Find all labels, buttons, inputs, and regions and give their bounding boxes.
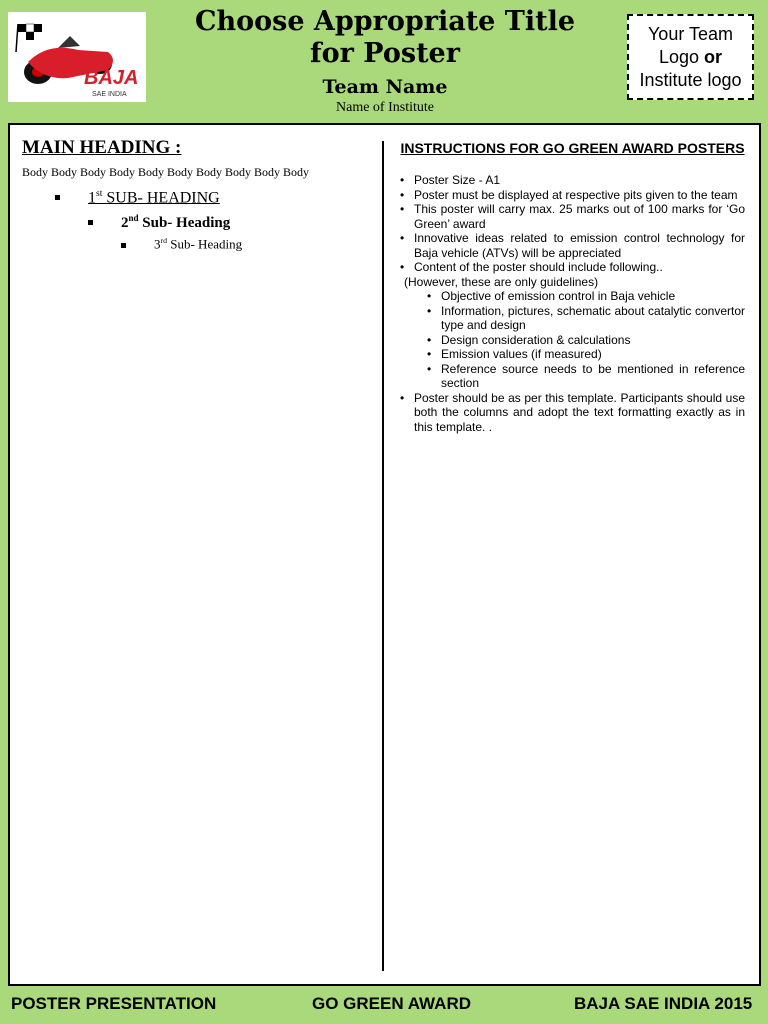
poster-title: Choose Appropriate Title for Poster bbox=[194, 6, 576, 69]
instructions-list bbox=[400, 173, 745, 434]
list-item: • Content of the poster should include following.. bbox=[400, 260, 745, 275]
list-item: • Innovative ideas related to emission control technology for Baja vehicle (ATVs) will be appreciated bbox=[400, 231, 745, 260]
team-logo-line3: Institute logo bbox=[639, 69, 742, 90]
team-logo-or: or bbox=[704, 46, 723, 67]
left-column bbox=[22, 137, 372, 253]
svg-text:SAE INDIA: SAE INDIA bbox=[92, 91, 127, 98]
list-item: • Poster must be displayed at respective pits given to the team bbox=[400, 188, 745, 203]
right-column bbox=[400, 139, 745, 434]
sub-heading-1: 1st SUB- HEADING bbox=[55, 188, 372, 207]
list-item: • Emission values (if measured) bbox=[427, 347, 745, 362]
sub-heading-3: 3rd Sub- Heading bbox=[121, 236, 372, 252]
footer-left: POSTER PRESENTATION bbox=[11, 994, 217, 1013]
team-logo-line1: Your Team bbox=[647, 23, 734, 44]
team-logo-line2a: Logo bbox=[658, 46, 705, 67]
list-item: • This poster will carry max. 25 marks out of 100 marks for ‘Go Green’ award bbox=[400, 202, 745, 231]
svg-text:BAJA: BAJA bbox=[84, 67, 139, 89]
list-item: • Design consideration & calculations bbox=[427, 333, 745, 348]
list-item: • Reference source needs to be mentioned in reference section bbox=[427, 362, 745, 391]
list-item: • Poster should be as per this template. Participants should use both the columns and adopt the text formatting exactly as in this template. . bbox=[400, 391, 745, 435]
list-item: (However, these are only guidelines) bbox=[404, 274, 599, 289]
footer bbox=[0, 990, 768, 1020]
institute-name: Name of Institute bbox=[336, 100, 434, 115]
footer-center: GO GREEN AWARD bbox=[312, 994, 471, 1013]
team-name: Team Name bbox=[322, 76, 448, 98]
instructions-title: INSTRUCTIONS FOR GO GREEN AWARD POSTERS bbox=[400, 140, 745, 156]
team-logo-placeholder bbox=[627, 14, 754, 100]
list-item: • Objective of emission control in Baja vehicle bbox=[427, 289, 745, 304]
baja-car-icon bbox=[8, 12, 146, 102]
footer-right: BAJA SAE INDIA 2015 bbox=[574, 994, 753, 1013]
baja-sae-india-logo bbox=[8, 12, 146, 102]
list-item: • Information, pictures, schematic about catalytic convertor type and design bbox=[427, 304, 745, 333]
sub-heading-2: 2nd Sub- Heading bbox=[88, 213, 372, 232]
poster-content-panel bbox=[8, 123, 761, 986]
main-heading: MAIN HEADING : bbox=[22, 137, 182, 158]
column-divider bbox=[382, 141, 384, 971]
body-text: Body Body Body Body Body Body Body Body Body Body bbox=[22, 165, 310, 179]
list-item: • Poster Size - A1 bbox=[400, 173, 745, 188]
